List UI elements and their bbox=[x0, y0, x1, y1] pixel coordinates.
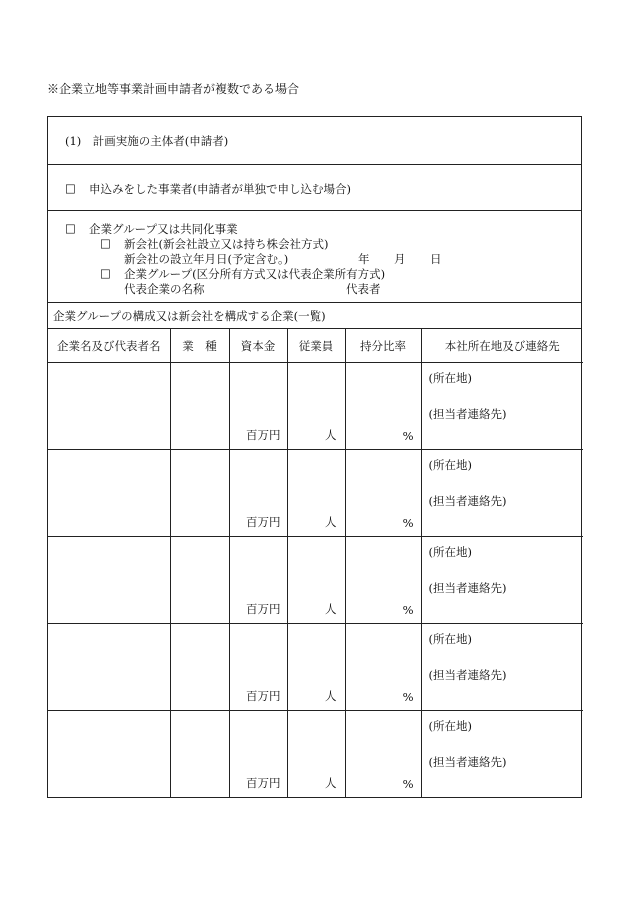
industry-cell[interactable] bbox=[170, 624, 229, 711]
section-applicant bbox=[48, 117, 581, 165]
contact-label: (担当者連絡先) bbox=[428, 581, 507, 595]
location-label: (所在地) bbox=[428, 545, 472, 559]
company-cell[interactable] bbox=[48, 450, 170, 537]
company-cell[interactable] bbox=[48, 711, 170, 798]
industry-cell[interactable] bbox=[170, 363, 229, 450]
capital-unit: 百万円 bbox=[246, 689, 281, 703]
single-applicant-label: 申込みをした事業者(申請者が単独で申し込む場合) bbox=[89, 182, 351, 196]
address-cell[interactable] bbox=[421, 363, 583, 450]
location-label: (所在地) bbox=[428, 719, 472, 733]
employees-unit: 人 bbox=[325, 776, 337, 790]
new-company-label: 新会社(新会社設立又は持ち株会社方式) bbox=[124, 237, 329, 251]
table-row bbox=[48, 624, 583, 711]
address-cell[interactable] bbox=[421, 537, 583, 624]
employees-unit: 人 bbox=[325, 689, 337, 703]
employees-cell[interactable] bbox=[287, 450, 345, 537]
location-label: (所在地) bbox=[428, 632, 472, 646]
representative-label: 代表者 bbox=[346, 282, 381, 296]
company-cell[interactable] bbox=[48, 624, 170, 711]
location-label: (所在地) bbox=[428, 371, 472, 385]
employees-unit: 人 bbox=[325, 428, 337, 442]
enterprise-group-label: 企業グループ(区分所有方式又は代表企業所有方式) bbox=[124, 267, 386, 281]
employees-cell[interactable] bbox=[287, 537, 345, 624]
section-group bbox=[48, 211, 581, 303]
capital-unit: 百万円 bbox=[246, 602, 281, 616]
single-applicant-checkbox[interactable]: □ bbox=[65, 181, 76, 195]
capital-cell[interactable] bbox=[229, 624, 287, 711]
share-unit: % bbox=[402, 603, 414, 617]
share-cell[interactable] bbox=[345, 450, 421, 537]
contact-label: (担当者連絡先) bbox=[428, 407, 507, 421]
contact-label: (担当者連絡先) bbox=[428, 494, 507, 508]
capital-unit: 百万円 bbox=[246, 428, 281, 442]
industry-cell[interactable] bbox=[170, 450, 229, 537]
table-header-row bbox=[48, 329, 583, 363]
share-unit: % bbox=[402, 777, 414, 791]
location-label: (所在地) bbox=[428, 458, 472, 472]
employees-cell[interactable] bbox=[287, 363, 345, 450]
section-member-list bbox=[48, 303, 581, 329]
table-row bbox=[48, 711, 583, 798]
establish-day: 日 bbox=[430, 252, 442, 266]
employees-unit: 人 bbox=[325, 515, 337, 529]
establish-month: 月 bbox=[394, 252, 406, 266]
share-cell[interactable] bbox=[345, 537, 421, 624]
contact-label: (担当者連絡先) bbox=[428, 668, 507, 682]
address-cell[interactable] bbox=[421, 450, 583, 537]
share-unit: % bbox=[402, 516, 414, 530]
enterprise-group-checkbox[interactable]: □ bbox=[100, 266, 111, 280]
employees-unit: 人 bbox=[325, 602, 337, 616]
contact-label: (担当者連絡先) bbox=[428, 755, 507, 769]
establish-year: 年 bbox=[358, 252, 370, 266]
industry-cell[interactable] bbox=[170, 537, 229, 624]
share-unit: % bbox=[402, 690, 414, 704]
capital-cell[interactable] bbox=[229, 450, 287, 537]
application-form bbox=[47, 116, 582, 798]
share-unit: % bbox=[402, 429, 414, 443]
group-label: 企業グループ又は共同化事業 bbox=[89, 222, 238, 236]
industry-cell[interactable] bbox=[170, 711, 229, 798]
company-cell[interactable] bbox=[48, 537, 170, 624]
rep-company-label: 代表企業の名称 bbox=[124, 282, 205, 296]
header-capital: 資本金 bbox=[229, 329, 287, 363]
address-cell[interactable] bbox=[421, 711, 583, 798]
page-note: ※企業立地等事業計画申請者が複数である場合 bbox=[47, 82, 300, 96]
header-company: 企業名及び代表者名 bbox=[48, 329, 170, 363]
capital-unit: 百万円 bbox=[246, 515, 281, 529]
capital-cell[interactable] bbox=[229, 363, 287, 450]
capital-cell[interactable] bbox=[229, 711, 287, 798]
new-company-checkbox[interactable]: □ bbox=[100, 236, 111, 250]
section-single-applicant bbox=[48, 165, 581, 211]
table-row bbox=[48, 450, 583, 537]
member-companies-table bbox=[48, 329, 583, 797]
establish-date-label: 新会社の設立年月日(予定含む。) bbox=[124, 252, 289, 266]
address-cell[interactable] bbox=[421, 624, 583, 711]
member-list-title: 企業グループの構成又は新会社を構成する企業(一覧) bbox=[53, 309, 326, 323]
share-cell[interactable] bbox=[345, 624, 421, 711]
header-industry: 業 種 bbox=[170, 329, 229, 363]
table-row bbox=[48, 537, 583, 624]
employees-cell[interactable] bbox=[287, 711, 345, 798]
company-cell[interactable] bbox=[48, 363, 170, 450]
share-cell[interactable] bbox=[345, 363, 421, 450]
table-row bbox=[48, 363, 583, 450]
capital-unit: 百万円 bbox=[246, 776, 281, 790]
header-share: 持分比率 bbox=[345, 329, 421, 363]
header-address: 本社所在地及び連絡先 bbox=[421, 329, 583, 363]
employees-cell[interactable] bbox=[287, 624, 345, 711]
section-applicant-label: (1) 計画実施の主体者(申請者) bbox=[65, 134, 229, 148]
capital-cell[interactable] bbox=[229, 537, 287, 624]
group-checkbox[interactable]: □ bbox=[65, 221, 76, 235]
header-employees: 従業員 bbox=[287, 329, 345, 363]
share-cell[interactable] bbox=[345, 711, 421, 798]
